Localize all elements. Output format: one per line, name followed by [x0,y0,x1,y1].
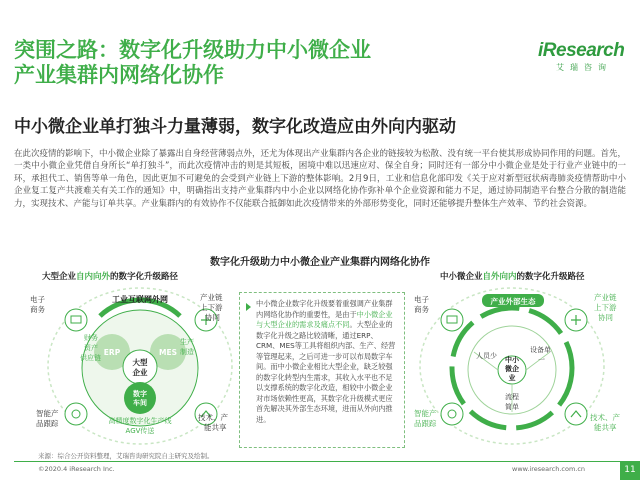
right-outer-br-2: 能共享 [594,423,617,432]
left-mid-2: 资产 [84,344,98,352]
body-paragraph: 在此次疫情的影响下，中小微企业除了暴露出自身经营薄弱点外，还尤为体现出产业集群内各企业的链接较为松散、没有统一平台使其形成协同作用的问题。首先，一类中小微企业凭借自身所长“单打独斗”，而此次疫情冲击的则是其短板，困境中难以迅速应对、保全自身；同时还有一部分中小微企业是处于行业产业链中的一环，承担代工、销售等单一角色，因此更加不可避免的会受到产业链上下游的整体影响。2月9日，工业和信息化部印发《关于应对新型冠状病毒肺炎疫情帮助中小企业复工复产共渡难关有关工作的通知》中，明确指出支持产业集群内中小企业以网络化协作弥补单个企业资源和能力不足，通过协同制造平台整合分散的制造能力，实现技术、产能与订单共享。产业集群内的有效协作不仅能联合抵御如此次疫情带来的外部形势变化，同时还能够提升整体生产效率、节约社会资源。 [14,149,627,209]
right-outer-bl-2: 品跟踪 [414,419,437,428]
right-outer-tr-2: 上下游 [594,303,617,312]
page-title-line2: 产业集群内网络化协作 [14,63,224,87]
left-outer-tl-1: 电子 [30,295,45,304]
source-note: 来源：综合公开资料整理，艾瑞咨询研究院自主研究及绘制。 [38,452,214,460]
middle-explanation-box [239,292,405,448]
left-outer-br-1: 技术、产 [198,413,228,422]
bottom-label-2: AGV传送 [125,427,155,435]
footer-divider [14,461,626,462]
left-outer-br-2: 能共享 [204,423,227,432]
middle-text-post: 。大型企业的数字化升级之路比较清晰，通过ERP、CRM、MES等工具将组织内部、生产、经营等管理起来，之后可进一步可以布局数字车间。而中小微企业相比大型企业，缺乏较强的数字化转型内生需求，其收入水平也不足以支撑系统的数字化改造，相较中小微企业对市场依赖性更高，其数字化升级模式更应首先解决其外部生态环境，进而从外向内推进。 [256,320,396,424]
right-mid-1: 生产 [180,338,194,346]
people-label: 人员少 [476,352,497,360]
middle-text-highlight: 中小微企业与大型企业的需求及痛点不同 [256,309,393,329]
core-circle [123,350,157,384]
left-outer-tr-2: 上下游 [200,303,223,312]
internet-label: 工业互联网外网 [112,295,168,304]
triangle-bullet-icon [246,303,251,311]
brand-sub: 艾瑞咨询 [556,63,612,72]
ecommerce-icon [65,309,87,331]
right-outer-tl-1: 电子 [414,295,429,304]
site-url[interactable]: www.iresearch.com.cn [512,465,586,473]
mes-label: MES [159,348,177,357]
right-panel-title: 中小微企业自外向内的数字化升级路径 [440,272,585,282]
left-mid-1: 财务 [84,334,98,342]
left-outer-bl-1: 智能产 [36,409,59,418]
left-diagram [30,288,232,444]
page-subtitle: 中小微企业单打独斗力量薄弱，数字化改造应由外向内驱动 [14,117,456,137]
page-title-line1: 突围之路：数字化升级助力中小微企业 [14,38,371,62]
right-tracking-icon [441,403,463,425]
left-outer-tl-2: 商务 [30,305,45,314]
digital-shop-label-2: 车间 [133,399,147,407]
page-title [14,38,514,88]
digital-shop-label-1: 数字 [133,390,147,398]
erp-label: ERP [103,348,121,357]
bottom-label-1: 高精度数字化生产线 [108,417,172,425]
process-label-2: 简单 [505,403,519,411]
equip-label-2: 一 [538,356,545,364]
right-outer-tl-2: 商务 [414,305,429,314]
ecosystem-label: 产业外部生态 [490,297,536,306]
core-label-1: 大型 [132,358,148,367]
iresearch-logo [538,40,625,73]
right-share-icon [565,403,587,425]
tracking-icon [65,403,87,425]
middle-text-pre: 中小微企业数字化升级要着重强调产业集群内网络化协作的重要性，是由于 [256,299,393,319]
digital-shop-circle [124,382,156,414]
right-outer-br-1: 技术、产 [590,413,620,422]
page-number: 11 [620,461,640,480]
brand-name: iResearch [538,40,625,61]
right-diagram [414,288,620,444]
left-outer-tr-1: 产业链 [200,293,223,302]
figure-title: 数字化升级助力中小微企业产业集群内网络化协作 [210,257,430,268]
copyright: ©2020.4 iResearch Inc. [38,465,115,473]
left-outer-tr-3: 协同 [205,313,220,322]
core-label-2: 企业 [132,368,148,377]
process-label-1: 流程 [505,393,519,401]
right-core-2: 微企 [505,365,519,373]
right-outer-tr-3: 协同 [598,313,613,322]
right-core-3: 业 [508,374,516,382]
left-mid-3: 供应链 [80,354,101,362]
right-core-1: 中小 [505,356,519,364]
right-outer-tr-1: 产业链 [594,293,617,302]
left-outer-bl-2: 品跟踪 [36,419,59,428]
right-outer-bl-1: 智能产 [414,409,437,418]
right-mid-2: 制造 [180,348,194,356]
left-panel-title: 大型企业自内向外的数字化升级路径 [42,272,179,282]
equip-label-1: 设备单 [530,346,551,354]
right-ecommerce-icon [441,309,463,331]
